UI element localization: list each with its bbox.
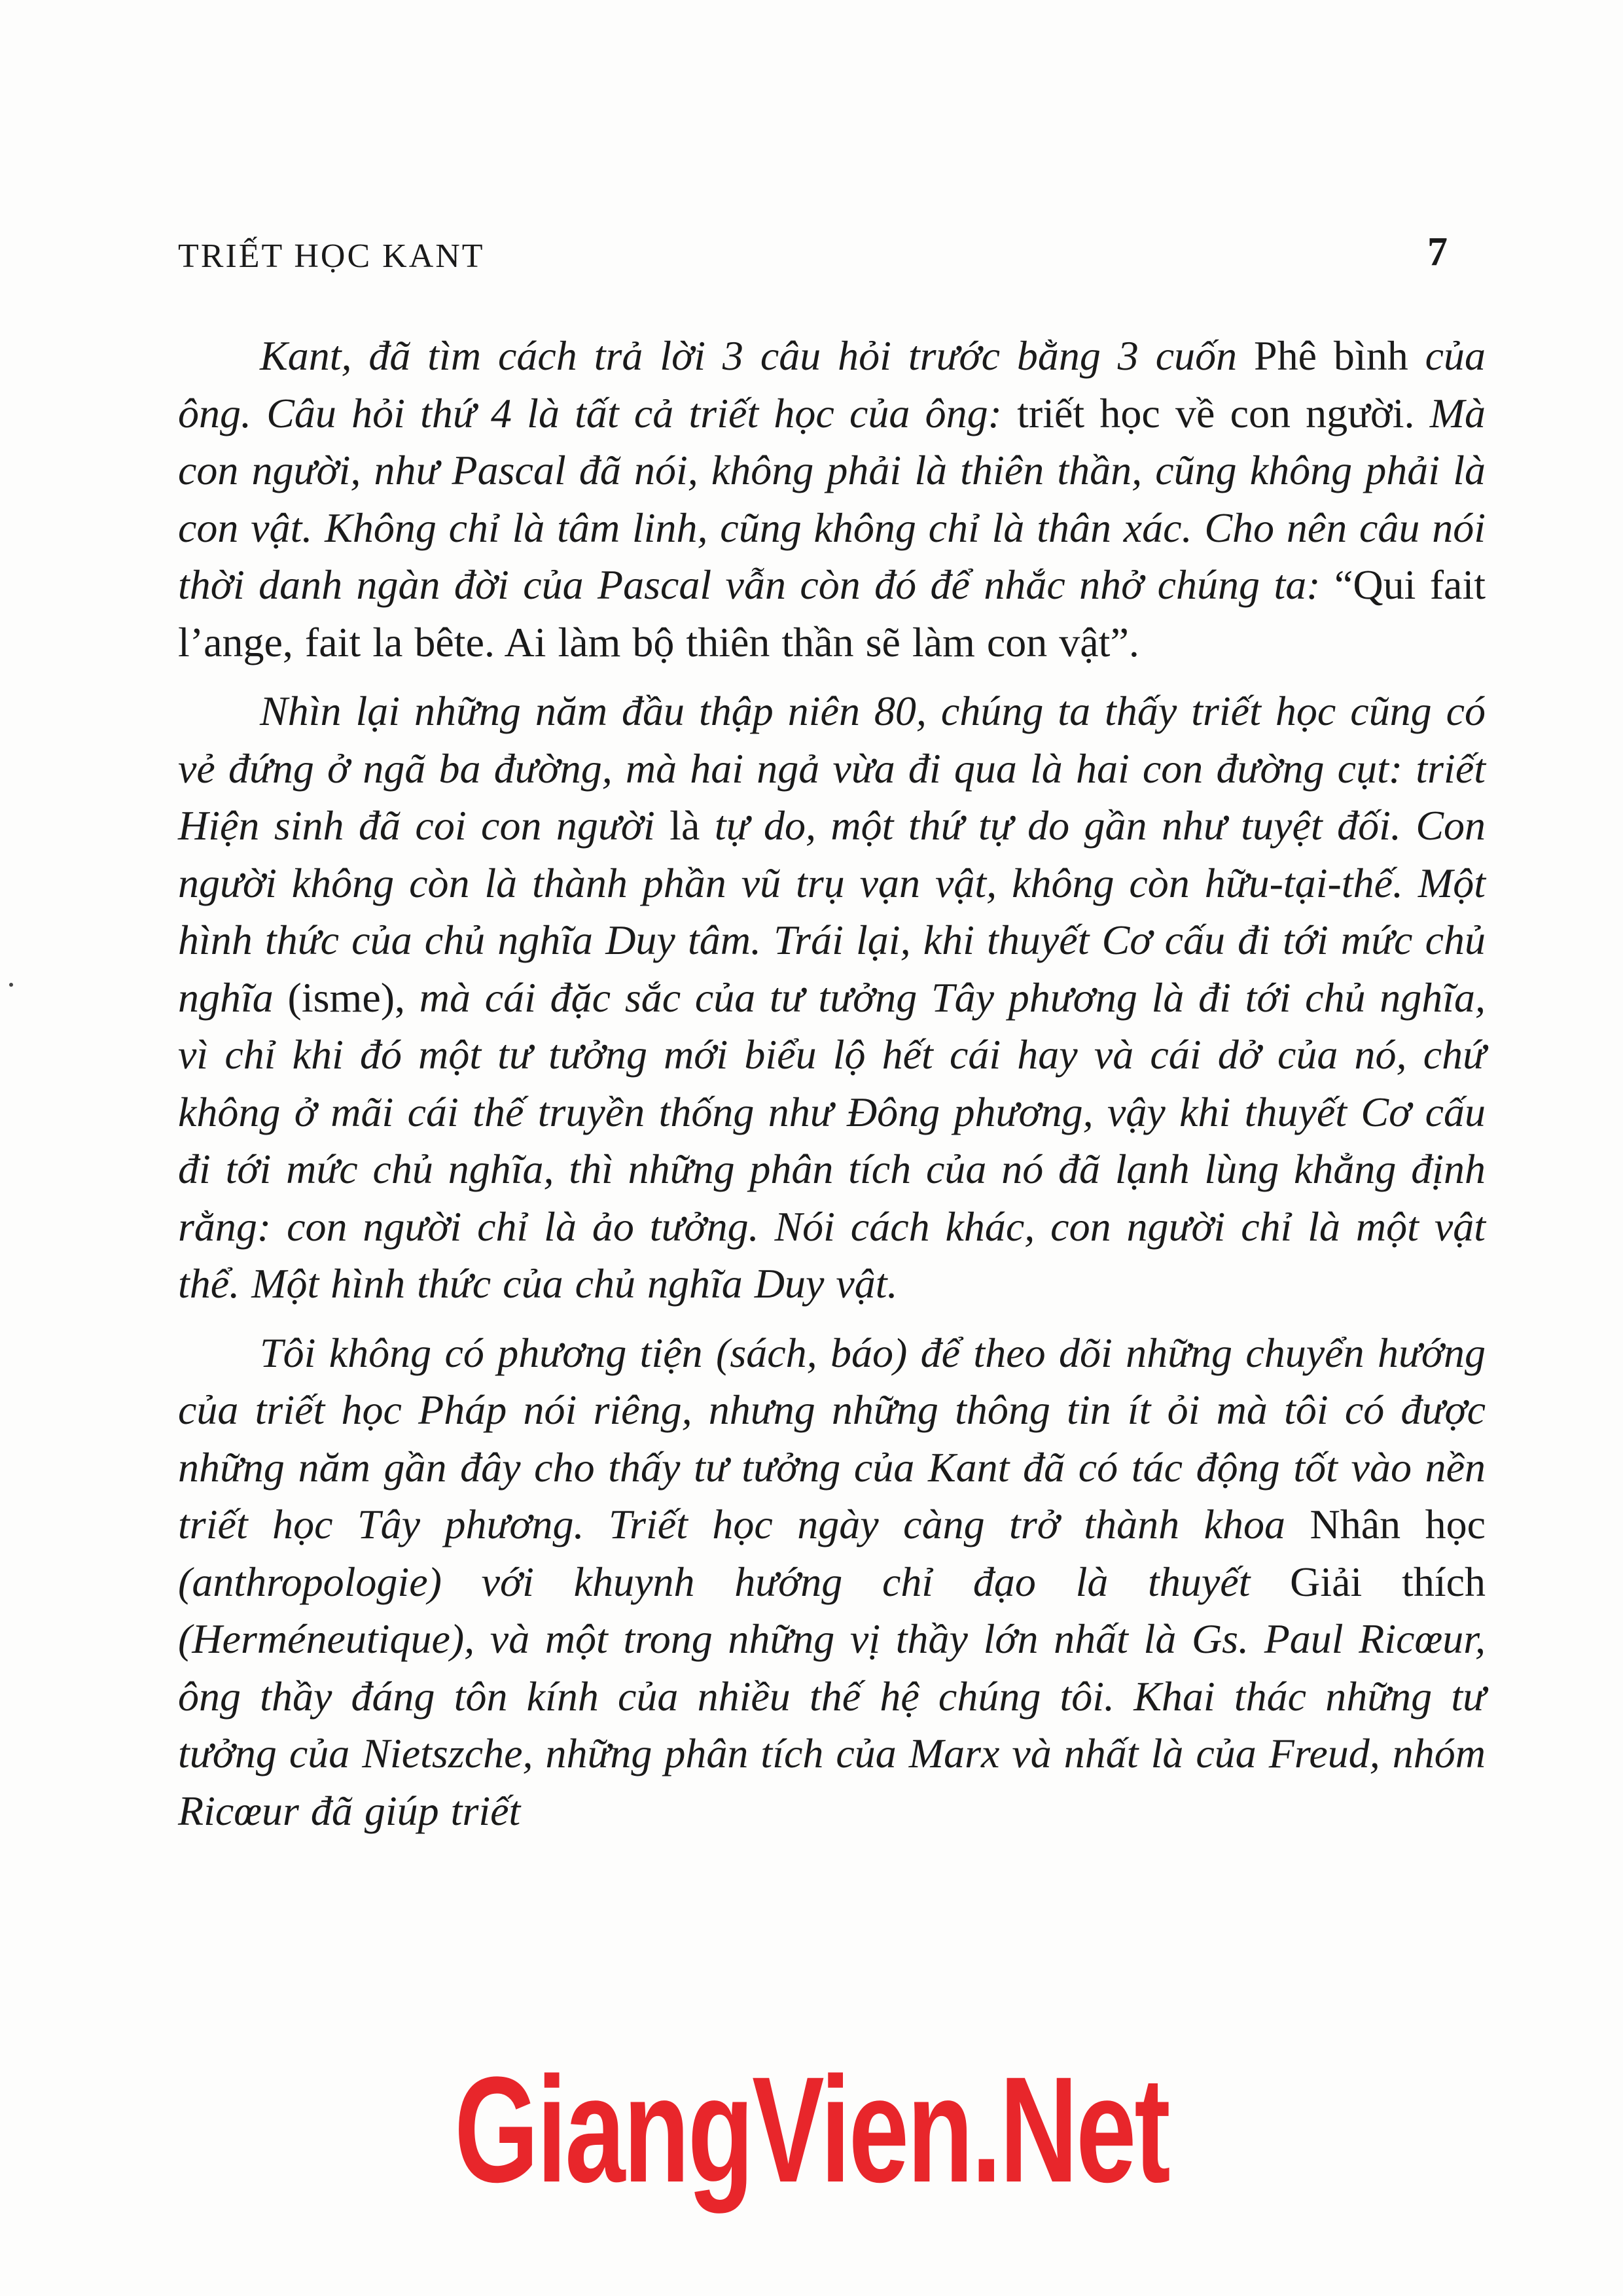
text-run: Phê bình [1254, 332, 1425, 379]
page-number: 7 [1427, 230, 1448, 274]
running-header [178, 229, 1448, 281]
text-run: mà cái đặc sắc của tư tưởng Tây phương là đi tới chủ nghĩa, vì chỉ khi đó một tư tưởng mới biểu lộ hết cái hay và cái dở của nó, chứ không ở mãi cái thế truyền thống như Đông phương, vậy khi thuyết Cơ cấu đi tới mức chủ nghĩa, thì những phân tích của nó đã lạnh lùng khẳng định rằng: con người chỉ là ảo tưởng. Nói cách khác, con người chỉ là một vật thể. Một hình thức của chủ nghĩa Duy vật. [178, 974, 1486, 1307]
text-run: (anthropologie) với khuynh hướng chỉ đạo là thuyết [178, 1558, 1291, 1605]
text-run: Tôi không có phương tiện (sách, báo) để theo dõi những chuyển hướng của triết học Pháp nói riêng, nhưng những thông tin ít ỏi mà tôi có được những năm gần đây cho thấy tư tưởng của Kant đã có tác động tốt vào nền triết học Tây phương. Triết học ngày càng trở thành khoa [178, 1329, 1486, 1547]
text-run: là [669, 802, 715, 849]
text-run: Nhân học [1310, 1501, 1486, 1547]
body-text [178, 327, 1486, 1851]
paragraph [178, 327, 1486, 671]
text-run: “Qui fait l’ange, fait la bête. Ai làm bộ thiên thần sẽ làm con vật”. [178, 561, 1486, 665]
text-run: Giải thích [1290, 1558, 1486, 1605]
running-title: TRIẾT HỌC KANT [178, 238, 485, 275]
paragraph [178, 682, 1486, 1313]
text-run: (isme), [287, 974, 419, 1021]
text-run: của ông. Câu hỏi thứ 4 là tất cả triết học của ông: [178, 332, 1486, 436]
text-run: Kant, đã tìm cách trả lời 3 câu hỏi trước bằng 3 cuốn [260, 332, 1254, 379]
text-run: tự do, một thứ tự do gần như tuyệt đối. Con người không còn là thành phần vũ trụ vạn vật, không còn hữu-tại-thế. Một hình thức của chủ nghĩa Duy tâm. Trái lại, khi thuyết Cơ cấu đi tới mức chủ nghĩa [178, 802, 1486, 1021]
text-run: Nhìn lại những năm đầu thập niên 80, chúng ta thấy triết học cũng có vẻ đứng ở ngã ba đường, mà hai ngả vừa đi qua là hai con đường cụt: triết Hiện sinh đã coi con người [178, 688, 1486, 849]
text-run: (Herméneutique), và một trong những vị thầy lớn nhất là Gs. Paul Ricœur, ông thầy đáng tôn kính của nhiều thế hệ chúng tôi. Khai thác những tư tưởng của Nietszche, những phân tích của Marx và nhất là của Freud, nhóm Ricœur đã giúp triết [178, 1616, 1486, 1834]
text-run: triết học về con người. [1017, 389, 1430, 436]
paragraph [178, 1324, 1486, 1840]
watermark-logo: GiangVien.Net [454, 2045, 1169, 2214]
scan-speck [9, 983, 13, 987]
text-run: Mà con người, như Pascal đã nói, không phải là thiên thần, cũng không phải là con vật. Không chỉ là tâm linh, cũng không chỉ là thân xác. Cho nên câu nói thời danh ngàn đời của Pascal vẫn còn đó để nhắc nhở chúng ta: [178, 389, 1486, 608]
